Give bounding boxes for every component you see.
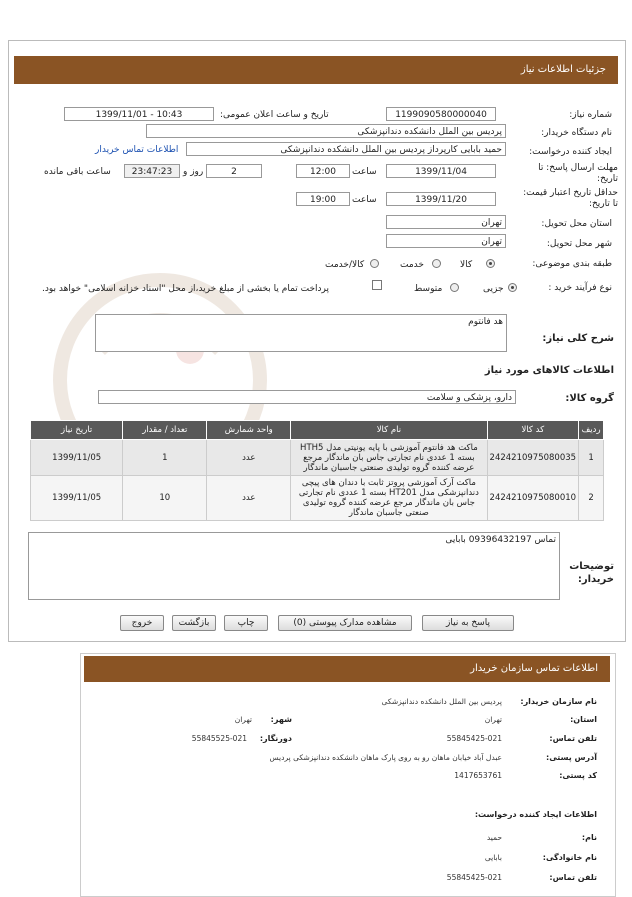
contact-org-value: پردیس بین الملل دانشکده دندانپزشکی — [381, 697, 502, 706]
contact-phone-value: 55845425-021 — [446, 734, 502, 743]
attachments-button[interactable]: مشاهده مدارک پیوستی (0) — [278, 615, 412, 631]
items-table-header — [31, 421, 604, 440]
city-label: شهر محل تحویل: — [546, 239, 612, 249]
cell-name: ماکت هد فانتوم آموزشی با پایه یونیتی مدل HTH5 بسته 1 عددی نام تجارتی جاس بان ماندگار مرجع عرضه کننده گروه تولیدی صنعتی جاسبان ماندگار — [291, 440, 487, 476]
city-field: تهران — [386, 234, 506, 248]
goods-section-title: اطلاعات کالاهای مورد نیاز — [484, 365, 614, 376]
goods-group-label: گروه کالا: — [565, 393, 614, 404]
buyer-notes-label: توضیحات خریدار: — [569, 561, 614, 585]
cell-row: 2 — [579, 476, 604, 521]
validity-label: حداقل تاریخ اعتبار قیمت: تا تاریخ: — [523, 188, 618, 209]
treasury-checkbox[interactable] — [372, 280, 382, 290]
cell-date: 1399/11/05 — [31, 440, 123, 476]
contact-address-value: عبدل آباد خیابان ماهان رو به روی پارک ماهان دانشکده دندانپزشکی پردیس — [269, 753, 502, 762]
summary-label: شرح کلی نیاز: — [542, 333, 614, 344]
deadline-date-field: 1399/11/04 — [386, 164, 496, 178]
contact-phone-label: تلفن تماس: — [549, 734, 597, 743]
creator-name-value: حمید — [486, 833, 502, 842]
col-qty: تعداد / مقدار — [123, 421, 207, 440]
category-service-radio[interactable] — [432, 259, 441, 268]
cell-qty: 1 — [123, 440, 207, 476]
process-label: نوع فرآیند خرید : — [548, 283, 612, 293]
contact-province-value: تهران — [484, 715, 502, 724]
contact-city-label: شهر: — [270, 715, 292, 724]
buyer-notes-field: تماس 09396432197 بابایی — [28, 532, 560, 600]
creator-section-title: اطلاعات ایجاد کننده درخواست: — [474, 810, 597, 819]
creator-family-label: نام خانوادگی: — [542, 853, 597, 862]
cell-code: 2424210975080010 — [487, 476, 579, 521]
contact-address-label: آدرس پستی: — [546, 753, 597, 762]
contact-postal-value: 1417653761 — [454, 771, 502, 780]
contact-fax-value: 55845525-021 — [191, 734, 247, 743]
contact-province-label: استان: — [570, 715, 597, 724]
exit-button[interactable]: خروج — [120, 615, 164, 631]
category-both-radio[interactable] — [370, 259, 379, 268]
process-medium-radio[interactable] — [450, 283, 459, 292]
category-service-label: خدمت — [400, 260, 424, 270]
cell-row: 1 — [579, 440, 604, 476]
table-row — [31, 476, 604, 521]
creator-family-value: بابایی — [484, 853, 502, 862]
contact-fax-label: دورنگار: — [259, 734, 292, 743]
col-code: کد کالا — [487, 421, 579, 440]
col-name: نام کالا — [291, 421, 487, 440]
back-button[interactable]: بازگشت — [172, 615, 216, 631]
process-minor-radio[interactable] — [508, 283, 517, 292]
cell-code: 2424210975080035 — [487, 440, 579, 476]
summary-field: هد فانتوم — [95, 314, 507, 352]
announce-label: تاریخ و ساعت اعلان عمومی: — [220, 110, 329, 120]
cell-name: ماکت آرک آموزشی پروتز ثابت با دندان های پیچی دندانپزشکی مدل HT201 بسته 1 عددی نام تجارتی جاس بان ماندگار مرجع عرضه کننده گروه تولیدی صنعتی جاسبان ماندگار — [291, 476, 487, 521]
items-table — [30, 420, 604, 521]
table-row — [31, 440, 604, 476]
cell-qty: 10 — [123, 476, 207, 521]
validity-time-label: ساعت — [352, 195, 377, 205]
remaining-time-field: 23:47:23 — [124, 164, 180, 178]
contact-postal-label: کد پستی: — [559, 771, 597, 780]
category-goods-radio[interactable] — [486, 259, 495, 268]
cell-unit: عدد — [207, 440, 291, 476]
col-unit: واحد شمارش — [207, 421, 291, 440]
process-medium-label: متوسط — [414, 284, 443, 294]
province-field: تهران — [386, 215, 506, 229]
creator-label: ایجاد کننده درخواست: — [529, 147, 612, 157]
page-header — [14, 56, 618, 84]
deadline-time-label: ساعت — [352, 167, 377, 177]
creator-name-label: نام: — [581, 833, 597, 842]
reply-button[interactable]: پاسخ به نیاز — [422, 615, 514, 631]
creator-phone-value: 55845425-021 — [446, 873, 502, 882]
goods-group-field: دارو، پزشکی و سلامت — [98, 390, 516, 404]
print-button[interactable]: چاپ — [224, 615, 268, 631]
validity-time-field: 19:00 — [296, 192, 350, 206]
province-label: استان محل تحویل: — [541, 219, 612, 229]
deadline-time-field: 12:00 — [296, 164, 350, 178]
category-goods-label: کالا — [460, 260, 473, 270]
creator-phone-label: تلفن تماس: — [549, 873, 597, 882]
contact-info-link[interactable]: اطلاعات تماس خریدار — [95, 145, 179, 155]
cell-unit: عدد — [207, 476, 291, 521]
contact-city-value: تهران — [234, 715, 252, 724]
contact-title: اطلاعات تماس سازمان خریدار — [470, 663, 598, 674]
days-label: روز و — [183, 167, 204, 177]
buyer-org-label: نام دستگاه خریدار: — [541, 128, 612, 138]
category-both-label: کالا/خدمت — [325, 260, 365, 270]
creator-field: حمید بابایی کارپرداز پردیس بین الملل دانشکده دندانپزشکی — [186, 142, 506, 156]
validity-date-field: 1399/11/20 — [386, 192, 496, 206]
days-field: 2 — [206, 164, 262, 178]
page-title: جزئیات اطلاعات نیاز — [520, 64, 606, 75]
contact-panel — [80, 653, 616, 897]
payment-note: پرداخت تمام یا بخشی از مبلغ خرید،از محل "اسناد خزانه اسلامی" خواهد بود. — [42, 284, 330, 294]
need-number-label: شماره نیاز: — [569, 110, 612, 120]
announce-field: 1399/11/01 - 10:43 — [64, 107, 214, 121]
category-label: طبقه بندی موضوعی: — [532, 259, 612, 269]
contact-header — [84, 656, 610, 682]
deadline-label: مهلت ارسال پاسخ: تا تاریخ: — [538, 163, 618, 184]
col-row: ردیف — [579, 421, 604, 440]
need-number-field: 1199090580000040 — [386, 107, 496, 121]
remaining-label: ساعت باقی مانده — [44, 167, 111, 177]
process-minor-label: جزیی — [483, 284, 504, 294]
col-date: تاریخ نیاز — [31, 421, 123, 440]
cell-date: 1399/11/05 — [31, 476, 123, 521]
contact-org-label: نام سازمان خریدار: — [520, 697, 597, 706]
buyer-org-field: پردیس بین الملل دانشکده دندانپزشکی — [146, 124, 506, 138]
